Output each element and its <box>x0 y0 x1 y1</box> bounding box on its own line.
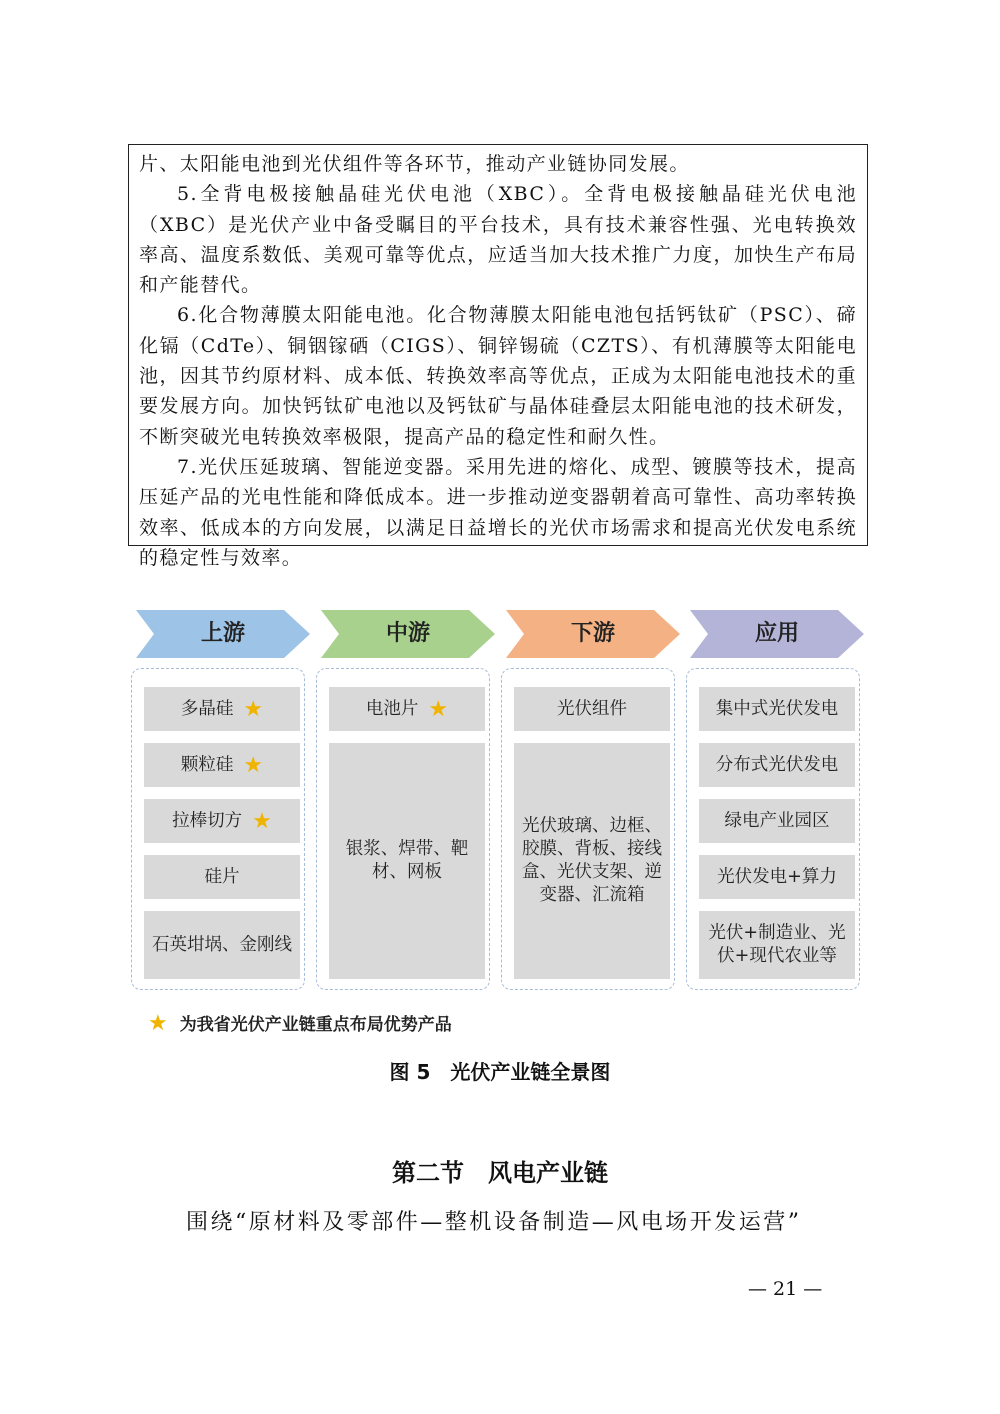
pv-industry-chain-diagram <box>130 610 870 1040</box>
figure-caption: 图 5 光伏产业链全景图 <box>389 1060 611 1084</box>
paragraph-xbc: 5.全背电极接触晶硅光伏电池（XBC）。全背电极接触晶硅光伏电池（XBC）是光伏产业中备受瞩目的平台技术，具有技术兼容性强、光电转换效率高、温度系数低、美观可靠等优点，应适当加大技术推广力度，加快生产布局和产能替代。 <box>139 183 857 297</box>
upstream-item: 硅片 <box>144 855 300 899</box>
downstream-item: 光伏组件 <box>514 687 670 731</box>
upstream-item: 拉棒切方 ★ <box>144 799 300 843</box>
star-icon: ★ <box>428 696 449 722</box>
stage-midstream <box>321 610 495 658</box>
application-item: 分布式光伏发电 <box>699 743 855 787</box>
upstream-item: 颗粒硅 ★ <box>144 743 300 787</box>
page-number: — 21 — <box>748 1278 823 1300</box>
downstream-item: 光伏玻璃、边框、胶膜、背板、接线盒、光伏支架、逆变器、汇流箱 <box>514 743 670 979</box>
application-item: 光伏发电+算力 <box>699 855 855 899</box>
stage-application <box>690 610 864 658</box>
body-text: 围绕“原材料及零部件—整机设备制造—风电场开发运营” <box>186 1210 802 1235</box>
upstream-column <box>131 668 305 990</box>
stage-upstream <box>136 610 310 658</box>
stage-upstream-label: 上游 <box>200 621 245 646</box>
legend-text: 为我省光伏产业链重点布局优势产品 <box>179 1015 452 1035</box>
text-box <box>128 144 868 569</box>
star-icon: ★ <box>252 808 272 834</box>
midstream-item: 电池片 ★ <box>329 687 485 731</box>
application-item: 光伏+制造业、光伏+现代农业等 <box>699 911 855 979</box>
legend <box>148 1010 452 1036</box>
upstream-item: 多晶硅 ★ <box>144 687 300 731</box>
section-title: 第二节 风电产业链 <box>392 1159 608 1187</box>
paragraph-glass-inverter: 7.光伏压延玻璃、智能逆变器。采用先进的熔化、成型、镀膜等技术，提高压延产品的光电性能和降低成本。进一步推动逆变器朝着高可靠性、高功率转换效率、低成本的方向发展，以满足日益增长的光伏市场需求和提高光伏发电系统的稳定性与效率。 <box>139 455 857 569</box>
stage-application-label: 应用 <box>754 621 799 646</box>
application-item: 集中式光伏发电 <box>699 687 855 731</box>
star-icon: ★ <box>243 752 264 778</box>
application-item: 绿电产业园区 <box>699 799 855 843</box>
midstream-column <box>316 668 490 990</box>
downstream-column <box>501 668 675 990</box>
stage-downstream-label: 下游 <box>570 621 615 646</box>
application-column <box>686 668 860 990</box>
star-icon: ★ <box>243 696 264 722</box>
star-icon: ★ <box>148 1011 168 1036</box>
paragraph-1: 片、太阳能电池到光伏组件等各环节，推动产业链协同发展。 <box>139 153 690 175</box>
paragraph-thin-film: 6.化合物薄膜太阳能电池。化合物薄膜太阳能电池包括钙钛矿（PSC）、碲化镉（CdTe）、铜铟镓硒（CIGS）、铜锌锡硫（CZTS）、有机薄膜等太阳能电池，因其节约原材料、成本低、转换效率高等优点，正成为太阳能电池技术的重要发展方向。加快钙钛矿电池以及钙钛矿与晶体硅叠层太阳能电池的技术研发，不断突破光电转换效率极限，提高产品的稳定性和耐久性。 <box>139 304 857 448</box>
stage-midstream-label: 中游 <box>385 621 430 646</box>
midstream-item: 银浆、焊带、靶材、网板 <box>329 743 485 979</box>
stage-downstream <box>506 610 680 658</box>
upstream-item: 石英坩埚、金刚线 <box>144 911 300 979</box>
